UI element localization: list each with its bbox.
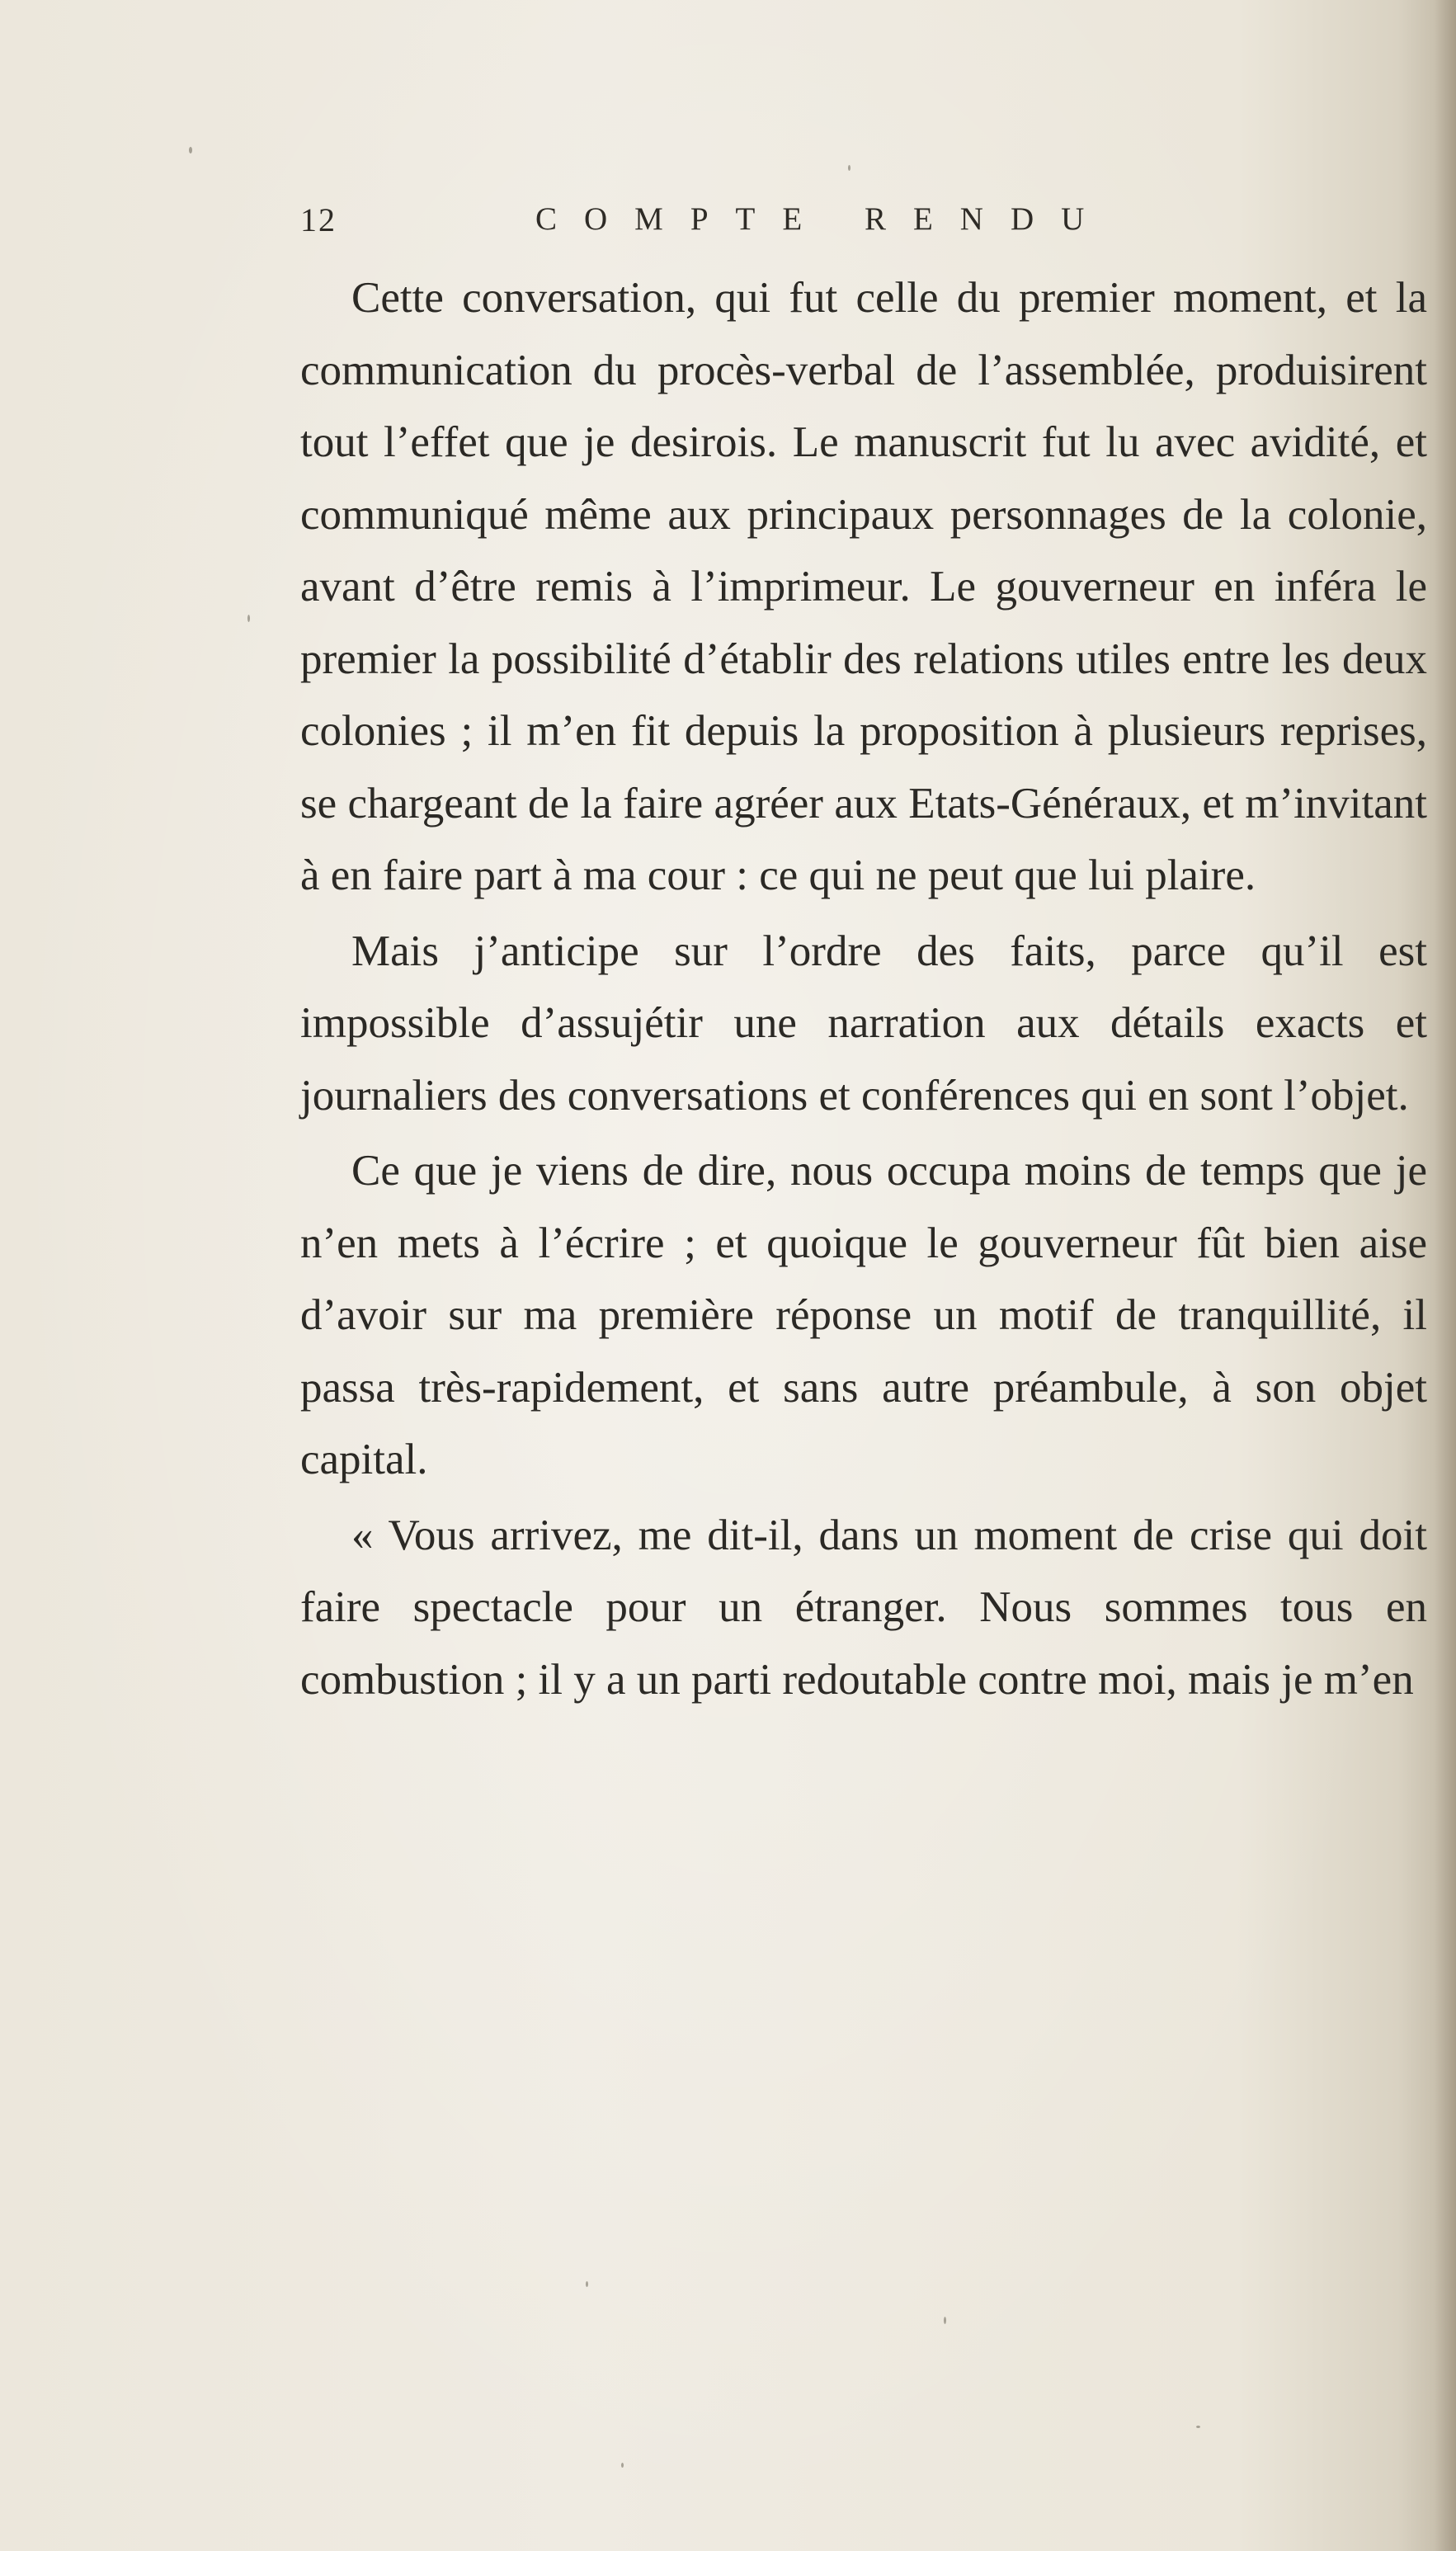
running-head xyxy=(300,200,1455,250)
page-number: 12 xyxy=(300,201,337,238)
running-title: COMPTE RENDU xyxy=(535,201,1112,237)
paper-speck xyxy=(621,2463,624,2468)
paper-speck xyxy=(189,147,192,153)
paragraph-3: Ce que je viens de dire, nous occupa moins de temps que je n’en mets à l’écrire ; et quoique le gouverneur fût bien aise d’avoir sur ma première réponse un motif de tranquillité, il passa très-rapidement, et sans autre préambule, à son objet capital. xyxy=(300,1147,1427,1483)
body-text xyxy=(300,262,1427,1716)
paragraph-1: Cette conversation, qui fut celle du premier moment, et la communication du procès-verbal de l’assemblée, produisirent tout l’effet que je desirois. Le manuscrit fut lu avec avidité, et communiqué même aux principaux personnages de la colonie, avant d’être remis à l’imprimeur. Le gouverneur en inféra le premier la possibilité d’établir des relations utiles entre les deux colonies ; il m’en fit depuis la proposition à plusieurs reprises, se chargeant de la faire agréer aux Etats-Généraux, et m’invitant à en faire part à ma cour : ce qui ne peut que lui plaire. xyxy=(300,274,1427,899)
paper-speck xyxy=(848,165,851,171)
paper-speck xyxy=(586,2281,588,2287)
paper-speck xyxy=(247,615,250,622)
paragraph-4: « Vous arrivez, me dit-il, dans un moment de crise qui doit faire spectacle pour un étranger. Nous sommes tous en combustion ; il y a un parti redoutable contre moi, mais je m’en xyxy=(300,1511,1427,1704)
paper-speck xyxy=(944,2317,946,2324)
page-edge-shadow xyxy=(1435,0,1456,2551)
paper-speck xyxy=(1196,2426,1200,2428)
paragraph-2: Mais j’anticipe sur l’ordre des faits, parce qu’il est impossible d’assujétir une narration aux détails exacts et journaliers des conversations et conférences qui en sont l’objet. xyxy=(300,927,1427,1120)
